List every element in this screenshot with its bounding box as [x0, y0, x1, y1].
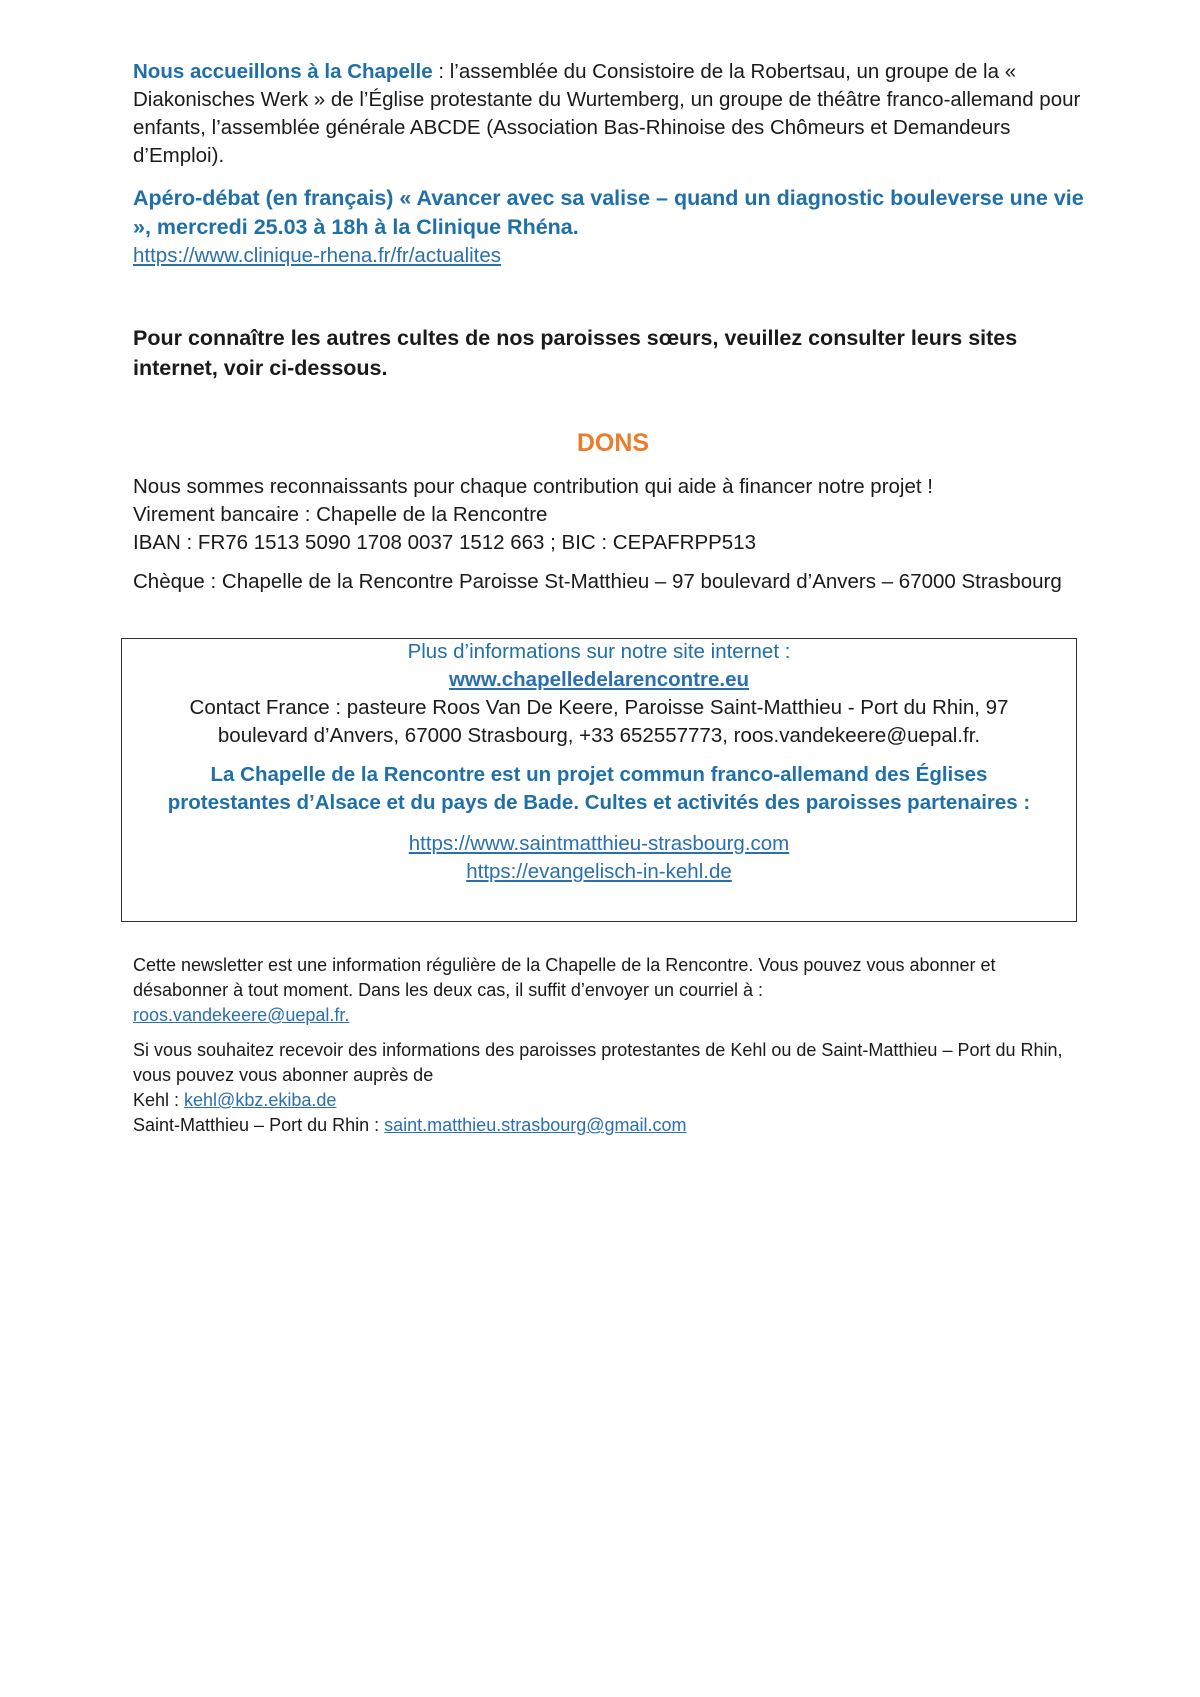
- footer: [133, 953, 1093, 1138]
- stm-email-link[interactable]: saint.matthieu.strasbourg@gmail.com: [384, 1115, 687, 1135]
- accueil-paragraph: [133, 58, 1093, 170]
- accueil-heading: Nous accueillons à la Chapelle: [133, 60, 433, 83]
- apero-title: Apéro-débat (en français) « Avancer avec sa valise – quand un diagnostic bouleverse une vie », mercredi 25.03 à 18h à la Clinique Rhéna.: [133, 186, 1084, 239]
- stm-subscribe: Saint-Matthieu – Port du Rhin : saint.matthieu.strasbourg@gmail.com: [133, 1115, 687, 1135]
- autres-cultes-note: Pour connaître les autres cultes de nos paroisses sœurs, veuillez consulter leurs sites internet, voir ci-dessous.: [133, 326, 1018, 380]
- apero-link[interactable]: https://www.clinique-rhena.fr/fr/actualites: [133, 244, 502, 267]
- dons-cheque: Chèque : Chapelle de la Rencontre Paroisse St-Matthieu – 97 boulevard d’Anvers – 67000 Strasbourg: [133, 570, 1062, 593]
- info-intro: Plus d’informations sur notre site internet :: [407, 640, 791, 663]
- kehl-email-link[interactable]: kehl@kbz.ekiba.de: [184, 1090, 337, 1110]
- subscribe-info: Si vous souhaitez recevoir des informations des paroisses protestantes de Kehl ou de Saint-Matthieu – Port du Rhin, vous pouvez vous abonner auprès de: [133, 1040, 1063, 1085]
- kehl-subscribe: Kehl : kehl@kbz.ekiba.de: [133, 1090, 337, 1110]
- newsletter-note: Cette newsletter est une information régulière de la Chapelle de la Rencontre. Vous pouvez vous abonner et désabonner à tout moment. Dans les deux cas, il suffit d’envoyer un courriel à :: [133, 955, 996, 1000]
- info-box: [121, 638, 1077, 922]
- saintmatthieu-link[interactable]: https://www.saintmatthieu-strasbourg.com: [408, 832, 790, 855]
- accueil-text: : l’assemblée du Consistoire de la Robertsau, un groupe de la « Diakonisches Werk » de l’Église protestante du Wurtemberg, un groupe de théâtre franco-allemand pour enfants, l’assemblée générale ABCDE (Association Bas-Rhinoise des Chômeurs et Demandeurs d’Emploi).: [133, 60, 1081, 167]
- dons-virement: Virement bancaire : Chapelle de la Rencontre: [133, 503, 548, 526]
- site-link[interactable]: www.chapelledelarencontre.eu: [448, 668, 749, 691]
- projet-description: La Chapelle de la Rencontre est un projet commun franco-allemand des Églises protestantes d’Alsace et du pays de Bade. Cultes et activités des paroisses partenaires :: [167, 763, 1031, 814]
- newsletter-email-link[interactable]: roos.vandekeere@uepal.fr.: [133, 1005, 350, 1025]
- dons-iban: IBAN : FR76 1513 5090 1708 0037 1512 663 ; BIC : CEPAFRPP513: [133, 531, 756, 554]
- dons-thanks: Nous sommes reconnaissants pour chaque contribution qui aide à financer notre projet !: [133, 475, 933, 498]
- dons-heading: DONS: [576, 429, 650, 457]
- dons-section: [133, 473, 1093, 596]
- contact-france: Contact France : pasteure Roos Van De Keere, Paroisse Saint-Matthieu - Port du Rhin, 97 boulevard d’Anvers, 67000 Strasbourg, +33 652557773, roos.vandekeere@uepal.fr.: [189, 696, 1009, 747]
- kehl-site-link[interactable]: https://evangelisch-in-kehl.de: [466, 860, 732, 883]
